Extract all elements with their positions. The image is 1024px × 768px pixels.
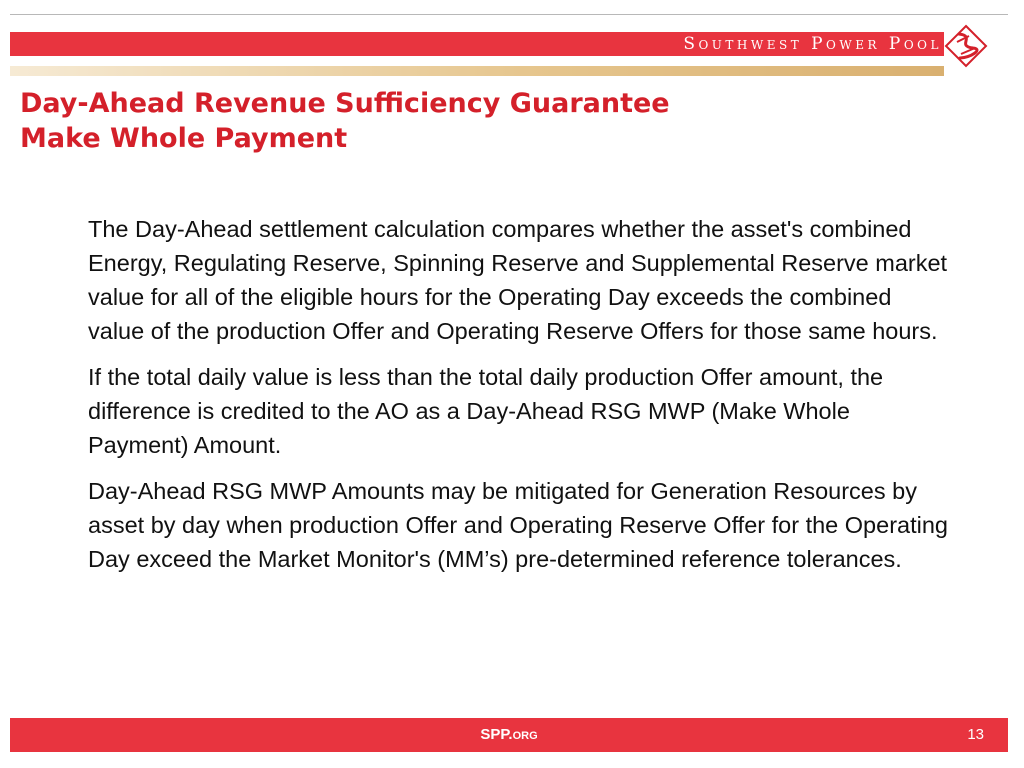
brand-name: Southwest Power Pool	[683, 34, 942, 54]
body-paragraph-1: The Day-Ahead settlement calculation compares whether the asset's combined Energy, Regulating Reserve, Spinning Reserve and Supplemental Reserve market value for all of the eligible hours for the Operating Day exceeds the combined value of the production Offer and Operating Reserve Offers for those same hours.	[88, 216, 948, 344]
footer-bar	[10, 718, 1008, 752]
spp-logo-icon	[944, 24, 988, 68]
body-paragraph-3: Day-Ahead RSG MWP Amounts may be mitigated for Generation Resources by asset by day when production Offer and Operating Reserve Offer for the Operating Day exceed the Market Monitor's (MM’s) pre-determined reference tolerances.	[88, 478, 948, 572]
slide-title-line-1: Day-Ahead Revenue Sufficiency Guarantee	[20, 88, 670, 119]
slide-title	[20, 86, 670, 156]
slide-body	[88, 212, 948, 588]
header-accent-bar	[10, 66, 944, 76]
page-number: 13	[967, 726, 984, 743]
footer-url[interactable]: SPP.org	[480, 726, 538, 743]
body-paragraph-2: If the total daily value is less than the total daily production Offer amount, the difference is credited to the AO as a Day-Ahead RSG MWP (Make Whole Payment) Amount.	[88, 364, 884, 458]
top-divider	[10, 14, 1008, 15]
slide-title-line-2: Make Whole Payment	[20, 123, 348, 154]
